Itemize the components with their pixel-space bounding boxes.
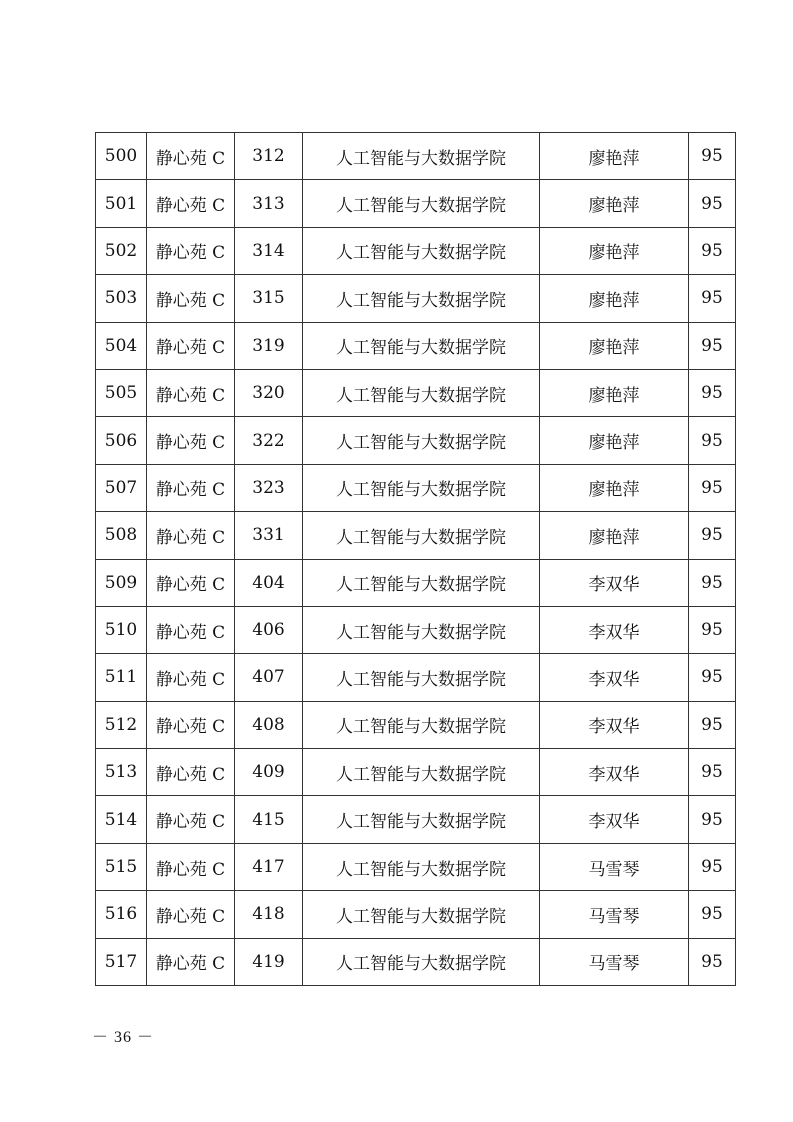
cell-college: 人工智能与大数据学院 [303, 369, 540, 416]
cell-room: 313 [235, 180, 303, 227]
cell-college: 人工智能与大数据学院 [303, 512, 540, 559]
table-row [96, 417, 736, 464]
cell-college: 人工智能与大数据学院 [303, 133, 540, 180]
cell-teacher: 廖艳萍 [540, 322, 689, 369]
cell-index: 504 [96, 322, 147, 369]
cell-building: 静心苑 C [147, 559, 235, 606]
cell-index: 511 [96, 654, 147, 701]
cell-index: 505 [96, 369, 147, 416]
cell-building: 静心苑 C [147, 891, 235, 938]
dormitory-score-table [95, 132, 736, 986]
table-row [96, 843, 736, 890]
cell-building: 静心苑 C [147, 417, 235, 464]
table-row [96, 464, 736, 511]
table-row [96, 133, 736, 180]
cell-building: 静心苑 C [147, 796, 235, 843]
cell-college: 人工智能与大数据学院 [303, 322, 540, 369]
table-row [96, 180, 736, 227]
cell-teacher: 马雪琴 [540, 843, 689, 890]
cell-room: 417 [235, 843, 303, 890]
cell-room: 323 [235, 464, 303, 511]
table-row [96, 606, 736, 653]
cell-building: 静心苑 C [147, 512, 235, 559]
cell-college: 人工智能与大数据学院 [303, 275, 540, 322]
cell-teacher: 廖艳萍 [540, 133, 689, 180]
cell-score: 95 [689, 417, 736, 464]
table-row [96, 891, 736, 938]
cell-teacher: 马雪琴 [540, 891, 689, 938]
cell-index: 509 [96, 559, 147, 606]
cell-teacher: 李双华 [540, 701, 689, 748]
table-row [96, 275, 736, 322]
cell-room: 409 [235, 749, 303, 796]
cell-score: 95 [689, 322, 736, 369]
table-row [96, 654, 736, 701]
cell-college: 人工智能与大数据学院 [303, 654, 540, 701]
cell-score: 95 [689, 559, 736, 606]
cell-score: 95 [689, 891, 736, 938]
cell-teacher: 廖艳萍 [540, 512, 689, 559]
cell-building: 静心苑 C [147, 180, 235, 227]
cell-score: 95 [689, 701, 736, 748]
table-row [96, 749, 736, 796]
cell-room: 407 [235, 654, 303, 701]
cell-index: 507 [96, 464, 147, 511]
cell-index: 500 [96, 133, 147, 180]
table-row [96, 701, 736, 748]
cell-building: 静心苑 C [147, 654, 235, 701]
cell-index: 515 [96, 843, 147, 890]
cell-score: 95 [689, 369, 736, 416]
cell-college: 人工智能与大数据学院 [303, 843, 540, 890]
cell-teacher: 李双华 [540, 654, 689, 701]
cell-college: 人工智能与大数据学院 [303, 796, 540, 843]
cell-building: 静心苑 C [147, 843, 235, 890]
cell-index: 517 [96, 938, 147, 985]
cell-college: 人工智能与大数据学院 [303, 606, 540, 653]
cell-teacher: 廖艳萍 [540, 227, 689, 274]
cell-room: 408 [235, 701, 303, 748]
cell-building: 静心苑 C [147, 227, 235, 274]
table-row [96, 796, 736, 843]
table-row [96, 369, 736, 416]
cell-index: 508 [96, 512, 147, 559]
table-row [96, 322, 736, 369]
cell-college: 人工智能与大数据学院 [303, 464, 540, 511]
cell-college: 人工智能与大数据学院 [303, 749, 540, 796]
cell-building: 静心苑 C [147, 275, 235, 322]
cell-index: 514 [96, 796, 147, 843]
cell-index: 516 [96, 891, 147, 938]
cell-score: 95 [689, 843, 736, 890]
page-number: － 36 － [92, 1029, 155, 1046]
cell-room: 415 [235, 796, 303, 843]
cell-building: 静心苑 C [147, 938, 235, 985]
cell-teacher: 廖艳萍 [540, 180, 689, 227]
cell-teacher: 李双华 [540, 559, 689, 606]
cell-teacher: 廖艳萍 [540, 464, 689, 511]
cell-teacher: 廖艳萍 [540, 417, 689, 464]
cell-score: 95 [689, 938, 736, 985]
cell-building: 静心苑 C [147, 606, 235, 653]
cell-score: 95 [689, 180, 736, 227]
cell-building: 静心苑 C [147, 369, 235, 416]
cell-college: 人工智能与大数据学院 [303, 559, 540, 606]
cell-score: 95 [689, 749, 736, 796]
cell-score: 95 [689, 464, 736, 511]
cell-score: 95 [689, 512, 736, 559]
cell-teacher: 李双华 [540, 606, 689, 653]
cell-index: 512 [96, 701, 147, 748]
cell-teacher: 李双华 [540, 796, 689, 843]
cell-building: 静心苑 C [147, 322, 235, 369]
cell-college: 人工智能与大数据学院 [303, 701, 540, 748]
cell-room: 322 [235, 417, 303, 464]
cell-college: 人工智能与大数据学院 [303, 938, 540, 985]
cell-teacher: 廖艳萍 [540, 369, 689, 416]
cell-score: 95 [689, 606, 736, 653]
cell-teacher: 马雪琴 [540, 938, 689, 985]
cell-score: 95 [689, 654, 736, 701]
cell-index: 506 [96, 417, 147, 464]
cell-room: 315 [235, 275, 303, 322]
cell-score: 95 [689, 796, 736, 843]
cell-room: 319 [235, 322, 303, 369]
cell-building: 静心苑 C [147, 464, 235, 511]
cell-score: 95 [689, 275, 736, 322]
table-row [96, 559, 736, 606]
cell-index: 510 [96, 606, 147, 653]
cell-score: 95 [689, 227, 736, 274]
cell-room: 419 [235, 938, 303, 985]
cell-college: 人工智能与大数据学院 [303, 227, 540, 274]
cell-building: 静心苑 C [147, 701, 235, 748]
cell-room: 331 [235, 512, 303, 559]
cell-building: 静心苑 C [147, 133, 235, 180]
cell-index: 503 [96, 275, 147, 322]
table-row [96, 938, 736, 985]
cell-room: 314 [235, 227, 303, 274]
cell-index: 513 [96, 749, 147, 796]
cell-room: 312 [235, 133, 303, 180]
cell-college: 人工智能与大数据学院 [303, 417, 540, 464]
table-row [96, 512, 736, 559]
cell-room: 404 [235, 559, 303, 606]
cell-score: 95 [689, 133, 736, 180]
cell-college: 人工智能与大数据学院 [303, 180, 540, 227]
cell-room: 418 [235, 891, 303, 938]
cell-index: 502 [96, 227, 147, 274]
cell-building: 静心苑 C [147, 749, 235, 796]
table-body [96, 133, 736, 986]
cell-room: 406 [235, 606, 303, 653]
cell-teacher: 李双华 [540, 749, 689, 796]
cell-room: 320 [235, 369, 303, 416]
cell-college: 人工智能与大数据学院 [303, 891, 540, 938]
cell-teacher: 廖艳萍 [540, 275, 689, 322]
table-row [96, 227, 736, 274]
cell-index: 501 [96, 180, 147, 227]
